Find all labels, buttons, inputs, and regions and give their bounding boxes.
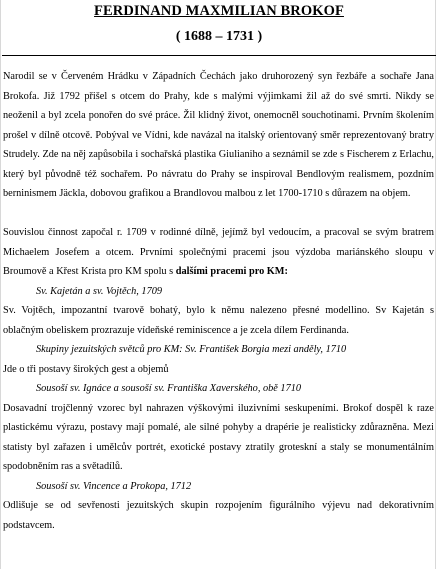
document-years: ( 1688 – 1731 ) <box>175 29 263 44</box>
document-body <box>3 67 434 535</box>
paragraph-vojtech-kajetan: Sv. Vojtěch, impozantní tvarově bohatý, bylo k němu nalezeno přesné modellino. Sv Kajetán s oblačným obeliskem prozrazuje vídeňské reminiscence a je zcela dílem Ferdinanda. <box>3 305 434 336</box>
paragraph-composition: Dosavadní trojčlenný vzorec byl nahrazen výškovými iluzivními seskupeními. Brokof dospěl k raze plastickému výrazu, postavy mají pomalé, ale silné pohyby a drapérie je realisticky zdůrazněna. Mezi statisty byl zařazen i umělcův portrét, exotické postavy ztratily groteskní a staly se monumentálním spodobněním ras a světadílů. <box>3 402 434 472</box>
paragraph-biography: Narodil se v Červeném Hrádku v Západních Čechách jako druhorozený syn řezbáře a sochaře Jana Brokofa. Již 1792 přišel s otcem do Prahy, kde s malými výjimkami žil až do své smrti. Nikdy se neoženil a byl zcela ponořen do své práce. Žil klidný život, onemocněl souchotinami. Prvním školením prošel v dílně otcově. Pobýval ve Vídni, kde navázal na italský orientovaný směr reprezentovaný bratry Strudely. Zde na něj zapůsobila i sochařská plastika Giulianiho a seznámil se zde s Fischerem z Erlachu, který byl původně též sochařem. Po návratu do Prahy se inspiroval Bendlovým realismem, pozdním berninismem Jäckla, dobovou grafikou a Brandlovou malbou z let 1700-1710 s důrazem na objem. <box>3 71 434 199</box>
early-works-bold: dalšími pracemi pro KM: <box>175 266 288 277</box>
paragraph-spacer <box>3 204 434 224</box>
work-title-ignac-xaver: Sousoší sv. Ignáce a sousoší sv. Františka Xaverského, obě 1710 <box>36 383 302 394</box>
paragraph-vincenc-prokop: Odlišuje se od sevřenosti jezuitských skupin rozpojením figurálního výjevu nad dekorativním podstavcem. <box>3 500 434 531</box>
work-title-kajetan-vojtech: Sv. Kajetán a sv. Vojtěch, 1709 <box>36 285 163 297</box>
work-title-jesuit-saints: Skupiny jezuitských světců pro KM: Sv. František Borgia mezi anděly, 1710 <box>36 344 347 355</box>
document-title: FERDINAND MAXMILIAN BROKOF <box>94 3 344 19</box>
paragraph-three-figures: Jde o tři postavy širokých gest a objemů <box>3 363 169 375</box>
work-title-vincenc-prokop: Sousoší sv. Vincence a Prokopa, 1712 <box>36 480 192 492</box>
early-works-text: Souvislou činnost započal r. 1709 v rodinné dílně, jejímž byl vedoucím, a pracoval se svým bratrem Michaelem Josefem a otcem. Prvními společnými pracemi jsou výzdoba mariánského sloupu v Broumově a Křest Krista pro KM spolu s <box>3 227 434 277</box>
title-divider <box>2 55 436 56</box>
paragraph-early-works <box>3 223 434 282</box>
